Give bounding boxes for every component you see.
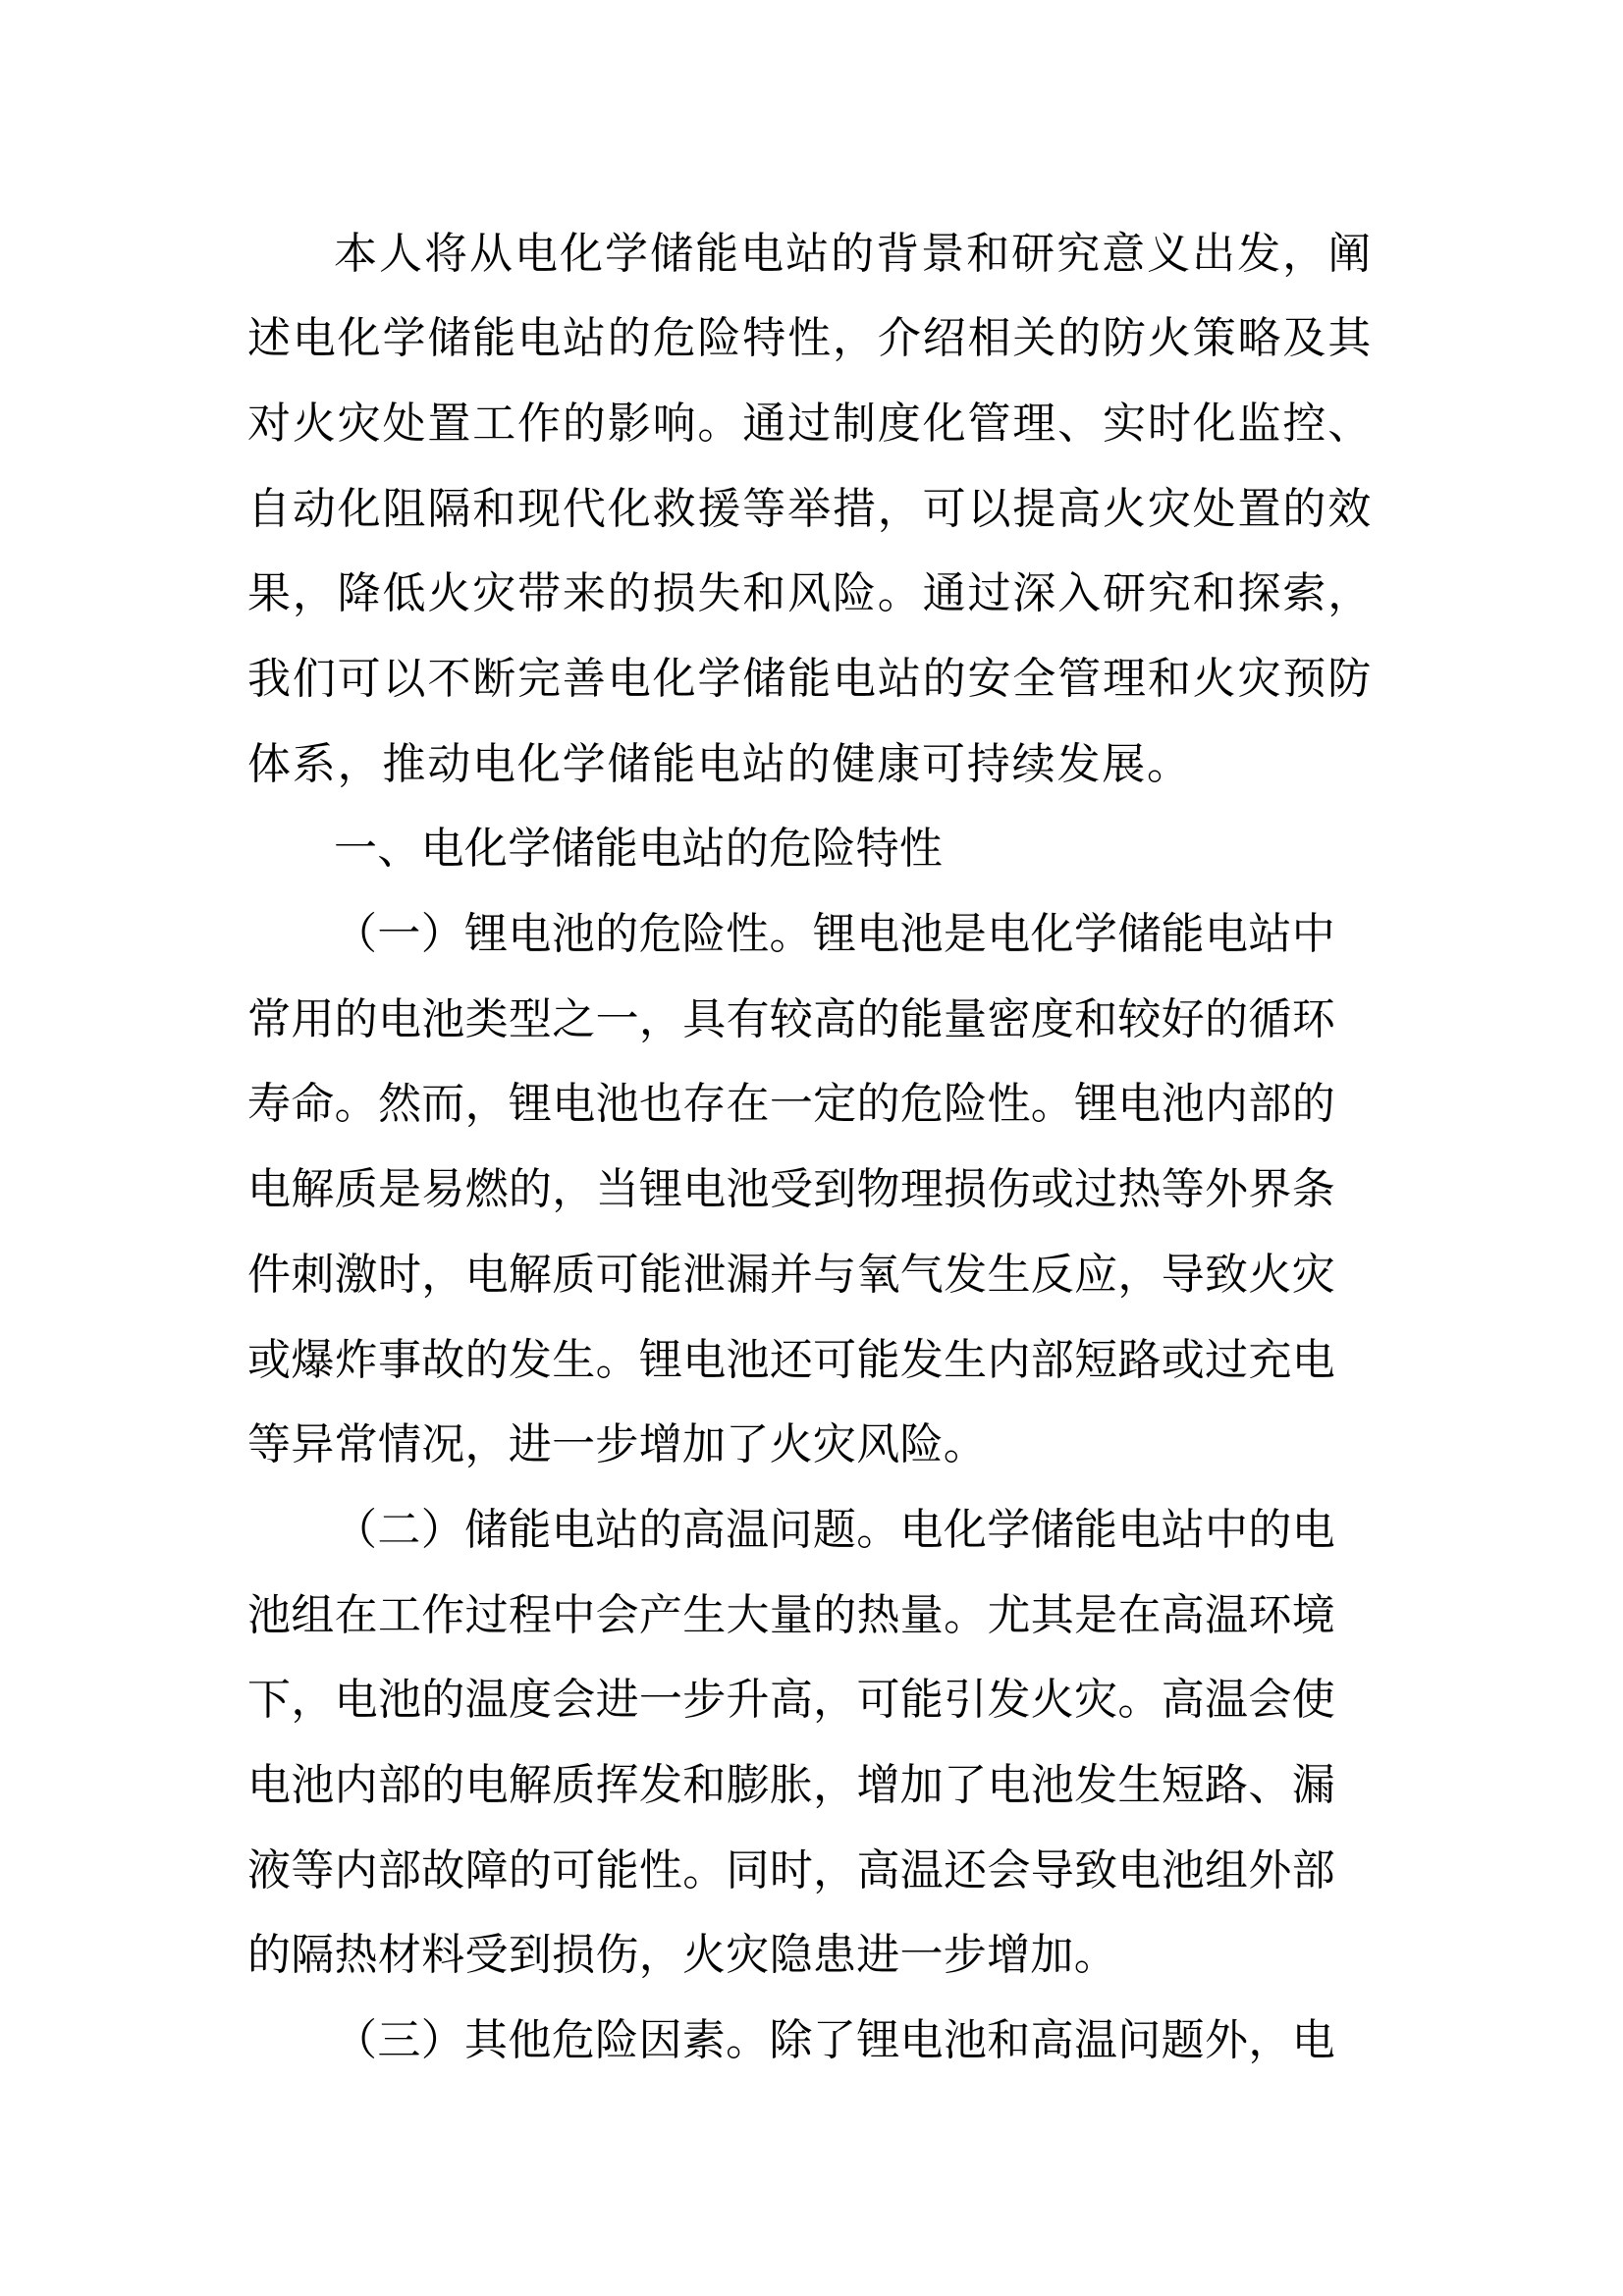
text-line: （三）其他危险因素。除了锂电池和高温问题外，电 [334, 2015, 1335, 2066]
text-line: 池组在工作过程中会产生大量的热量。尤其是在高温环境 [247, 1589, 1335, 1640]
text-line: 我们可以不断完善电化学储能电站的安全管理和火灾预防 [247, 654, 1373, 705]
document-body [247, 212, 1377, 2084]
text-line: 述电化学储能电站的危险特性，介绍相关的防火策略及其 [247, 313, 1373, 364]
text-line: 等异常情况，进一步增加了火灾风险。 [247, 1419, 988, 1470]
text-line: 寿命。然而，锂电池也存在一定的危险性。锂电池内部的 [247, 1079, 1335, 1130]
text-line: 或爆炸事故的发生。锂电池还可能发生内部短路或过充电 [247, 1334, 1335, 1385]
section-heading [247, 807, 1377, 892]
subsection-2-paragraph [247, 1488, 1377, 1999]
text-line: 下，电池的温度会进一步升高，可能引发火灾。高温会使 [247, 1675, 1335, 1726]
text-line: 件刺激时，电解质可能泄漏并与氧气发生反应，导致火灾 [247, 1249, 1335, 1300]
text-line: （二）储能电站的高温问题。电化学储能电站中的电 [334, 1504, 1335, 1555]
text-line: 对火灾处置工作的影响。通过制度化管理、实时化监控、 [247, 398, 1373, 449]
text-line: 果，降低火灾带来的损失和风险。通过深入研究和探索， [247, 568, 1373, 619]
text-line: 本人将从电化学储能电站的背景和研究意义出发，阐 [334, 228, 1373, 279]
text-line: 电池内部的电解质挥发和膨胀，增加了电池发生短路、漏 [247, 1759, 1335, 1810]
text-line: 电解质是易燃的，当锂电池受到物理损伤或过热等外界条 [247, 1164, 1335, 1215]
subsection-3-paragraph [247, 1999, 1377, 2084]
text-line: 常用的电池类型之一，具有较高的能量密度和较好的循环 [247, 993, 1335, 1044]
text-line: 的隔热材料受到损伤，火灾隐患进一步增加。 [247, 1930, 1117, 1981]
text-line: （一）锂电池的危险性。锂电池是电化学储能电站中 [334, 909, 1335, 960]
text-line: 液等内部故障的可能性。同时，高温还会导致电池组外部 [247, 1844, 1335, 1896]
intro-paragraph [247, 212, 1377, 808]
text-line: 体系，推动电化学储能电站的健康可持续发展。 [247, 738, 1192, 789]
heading-text: 一、电化学储能电站的危险特性 [334, 824, 944, 875]
subsection-1-paragraph [247, 892, 1377, 1488]
text-line: 自动化阻隔和现代化救援等举措，可以提高火灾处置的效 [247, 483, 1373, 534]
